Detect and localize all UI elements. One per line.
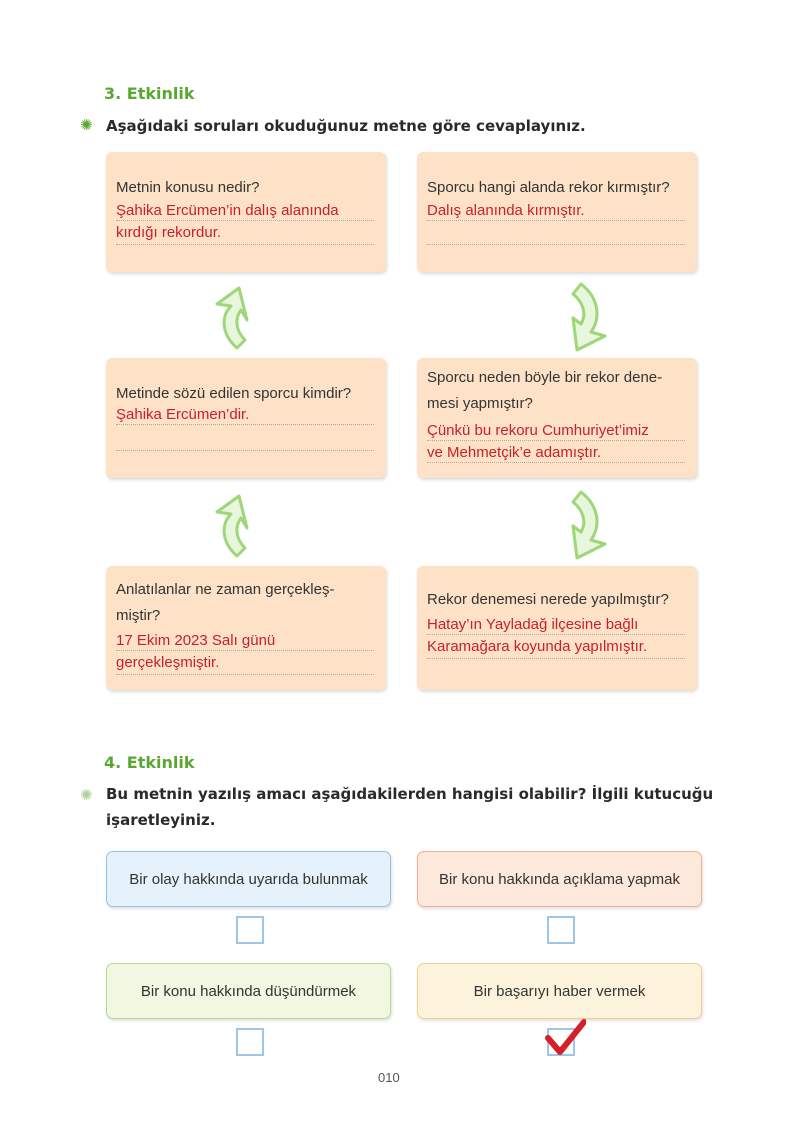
answer-dotted-line: [116, 674, 374, 675]
answer-dotted-line: [427, 658, 685, 659]
question-box-3: [106, 358, 386, 478]
answer-line-1: Hatay’ın Yayladağ ilçesine bağlı: [427, 616, 639, 633]
question-box-6: [417, 566, 697, 690]
checkbox-option-warning[interactable]: [236, 916, 264, 944]
question-text-line-1: Sporcu neden böyle bir rekor dene-: [427, 369, 663, 386]
answer-dotted-line: [427, 634, 685, 635]
answer-line-1: Şahika Ercümen’in dalış alanında: [116, 202, 339, 219]
question-text: Sporcu hangi alanda rekor kırmıştır?: [427, 179, 670, 196]
answer-dotted-line: [427, 244, 685, 245]
option-label: Bir olay hakkında uyarıda bulunmak: [129, 870, 368, 888]
activity4-instruction-line-1: Bu metnin yazılış amacı aşağıdakilerden hangisi olabilir? İlgili kutucuğu: [106, 785, 714, 803]
question-text: Metnin konusu nedir?: [116, 179, 260, 196]
activity3-instruction: Aşağıdaki soruları okuduğunuz metne göre cevaplayınız.: [106, 117, 586, 135]
answer-dotted-line: [116, 450, 374, 451]
question-box-1: [106, 152, 386, 272]
answer-dotted-line: [427, 440, 685, 441]
activity4-heading: 4. Etkinlik: [104, 753, 195, 772]
curved-arrow-down-icon: [565, 278, 615, 358]
star-bullet-icon: ✺: [80, 786, 93, 804]
question-text: Rekor denemesi nerede yapılmıştır?: [427, 591, 669, 608]
question-box-4: [417, 358, 697, 478]
answer-dotted-line: [427, 220, 685, 221]
answer-line-2: gerçekleşmiştir.: [116, 654, 220, 671]
answer-line-1: 17 Ekim 2023 Salı günü: [116, 632, 276, 649]
option-label: Bir başarıyı haber vermek: [473, 982, 646, 1000]
answer-dotted-line: [427, 462, 685, 463]
option-warning[interactable]: [106, 851, 391, 907]
question-text-line-2: miştir?: [116, 607, 161, 624]
checkmark-icon: [544, 1018, 586, 1058]
answer-line-2: Karamağara koyunda yapılmıştır.: [427, 638, 648, 655]
question-box-5: [106, 566, 386, 690]
option-make-think[interactable]: [106, 963, 391, 1019]
activity4-instruction-line-2: işaretleyiniz.: [106, 811, 216, 829]
option-announce-success[interactable]: [417, 963, 702, 1019]
curved-arrow-up-icon: [207, 486, 257, 566]
checkbox-option-explanation[interactable]: [547, 916, 575, 944]
question-text-line-2: mesi yapmıştır?: [427, 395, 533, 412]
question-text: Metinde sözü edilen sporcu kimdir?: [116, 385, 352, 402]
answer-dotted-line: [116, 244, 374, 245]
option-label: Bir konu hakkında düşündürmek: [140, 982, 357, 1000]
page-number: 010: [378, 1070, 400, 1085]
checkbox-option-make-think[interactable]: [236, 1028, 264, 1056]
answer-dotted-line: [116, 220, 374, 221]
curved-arrow-up-icon: [207, 278, 257, 358]
answer-dotted-line: [116, 424, 374, 425]
answer-line-1: Şahika Ercümen’dir.: [116, 406, 250, 423]
option-explanation[interactable]: [417, 851, 702, 907]
activity3-heading: 3. Etkinlik: [104, 84, 195, 103]
answer-line-2: kırdığı rekordur.: [116, 224, 222, 241]
question-text-line-1: Anlatılanlar ne zaman gerçekleş-: [116, 581, 335, 598]
star-bullet-icon: ✺: [80, 116, 93, 134]
curved-arrow-down-icon: [565, 486, 615, 566]
question-box-2: [417, 152, 697, 272]
option-label: Bir konu hakkında açıklama yapmak: [439, 870, 680, 888]
answer-line-1: Çünkü bu rekoru Cumhuriyet’imiz: [427, 422, 649, 439]
answer-line-2: ve Mehmetçik’e adamıştır.: [427, 444, 602, 461]
answer-dotted-line: [116, 650, 374, 651]
answer-line-1: Dalış alanında kırmıştır.: [427, 202, 585, 219]
